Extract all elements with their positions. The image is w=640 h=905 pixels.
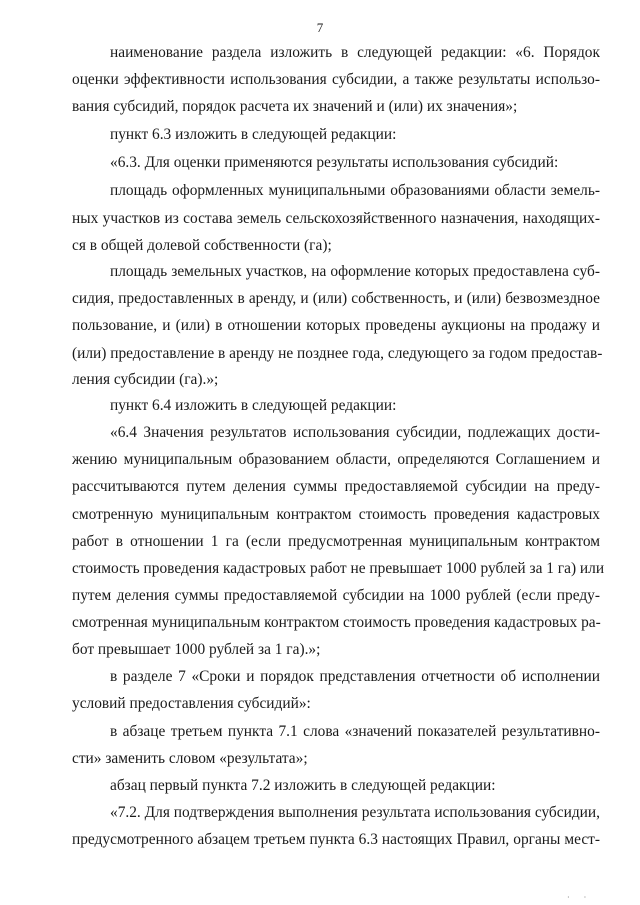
text-line: путем деления суммы предоставляемой субсидии на 1000 рублей (если преду- — [72, 587, 600, 604]
text-line: площадь земельных участков, на оформление которых предоставлена суб- — [110, 263, 600, 280]
text-line: «6.3. Для оценки применяются результаты использования субсидий: — [110, 154, 559, 171]
text-line: стоимость проведения кадастровых работ не превышает 1000 рублей за 1 га) или — [72, 560, 605, 577]
text-line: площадь оформленных муниципальными образованиями области земель- — [110, 182, 600, 199]
page-number: 7 — [316, 20, 324, 35]
text-line: бот превышает 1000 рублей за 1 га).»; — [72, 641, 321, 658]
text-line: оценки эффективности использования субсидии, а также результаты использо- — [72, 71, 600, 88]
text-line: «6.4 Значения результатов использования субсидии, подлежащих дости- — [110, 424, 600, 441]
text-line: вания субсидий, порядок расчета их значений и (или) их значения»; — [72, 98, 518, 115]
text-line: в разделе 7 «Сроки и порядок представления отчетности об исполнении — [110, 668, 600, 685]
text-line: ных участков из состава земель сельскохозяйственного назначения, находящих- — [72, 210, 600, 227]
text-line: ления субсидии (га).»; — [72, 371, 219, 388]
text-line: сти» заменить словом «результата»; — [72, 750, 308, 767]
text-line: предусмотренного абзацем третьем пункта 6.3 настоящих Правил, органы мест- — [72, 831, 600, 848]
text-line: пункт 6.4 изложить в следующей редакции: — [110, 397, 397, 414]
text-line: абзац первый пункта 7.2 изложить в следующей редакции: — [110, 777, 496, 794]
text-line: пользование, и (или) в отношении которых проведены аукционы на продажу и — [72, 317, 600, 334]
text-line: смотренная муниципальным контрактом стоимость проведения кадастровых ра- — [72, 614, 601, 631]
text-line: смотренную муниципальным контрактом стоимость проведения кадастровых — [72, 506, 600, 523]
text-line: работ в отношении 1 га (если предусмотренная муниципальным контрактом — [72, 533, 600, 550]
text-line: «7.2. Для подтверждения выполнения результата использования субсидии, — [110, 804, 600, 821]
text-line: рассчитываются путем деления суммы предоставляемой субсидии на преду- — [72, 478, 600, 495]
text-line: условий предоставления субсидий»: — [72, 695, 311, 712]
text-line: пункт 6.3 изложить в следующей редакции: — [110, 126, 397, 143]
text-line: наименование раздела изложить в следующей редакции: «6. Порядок — [110, 44, 600, 61]
text-line: ся в общей долевой собственности (га); — [72, 237, 332, 254]
corner-mark: · · — [567, 893, 593, 902]
text-line: в абзаце третьем пункта 7.1 слова «значений показателей результативно- — [110, 723, 600, 740]
text-line: (или) предоставление в аренду не позднее года, следующего за годом предостав- — [72, 345, 603, 362]
text-line: жению муниципальным образованием области, определяются Соглашением и — [72, 451, 600, 468]
text-line: сидия, предоставленных в аренду, и (или) собственность, и (или) безвозмездное — [72, 290, 600, 307]
